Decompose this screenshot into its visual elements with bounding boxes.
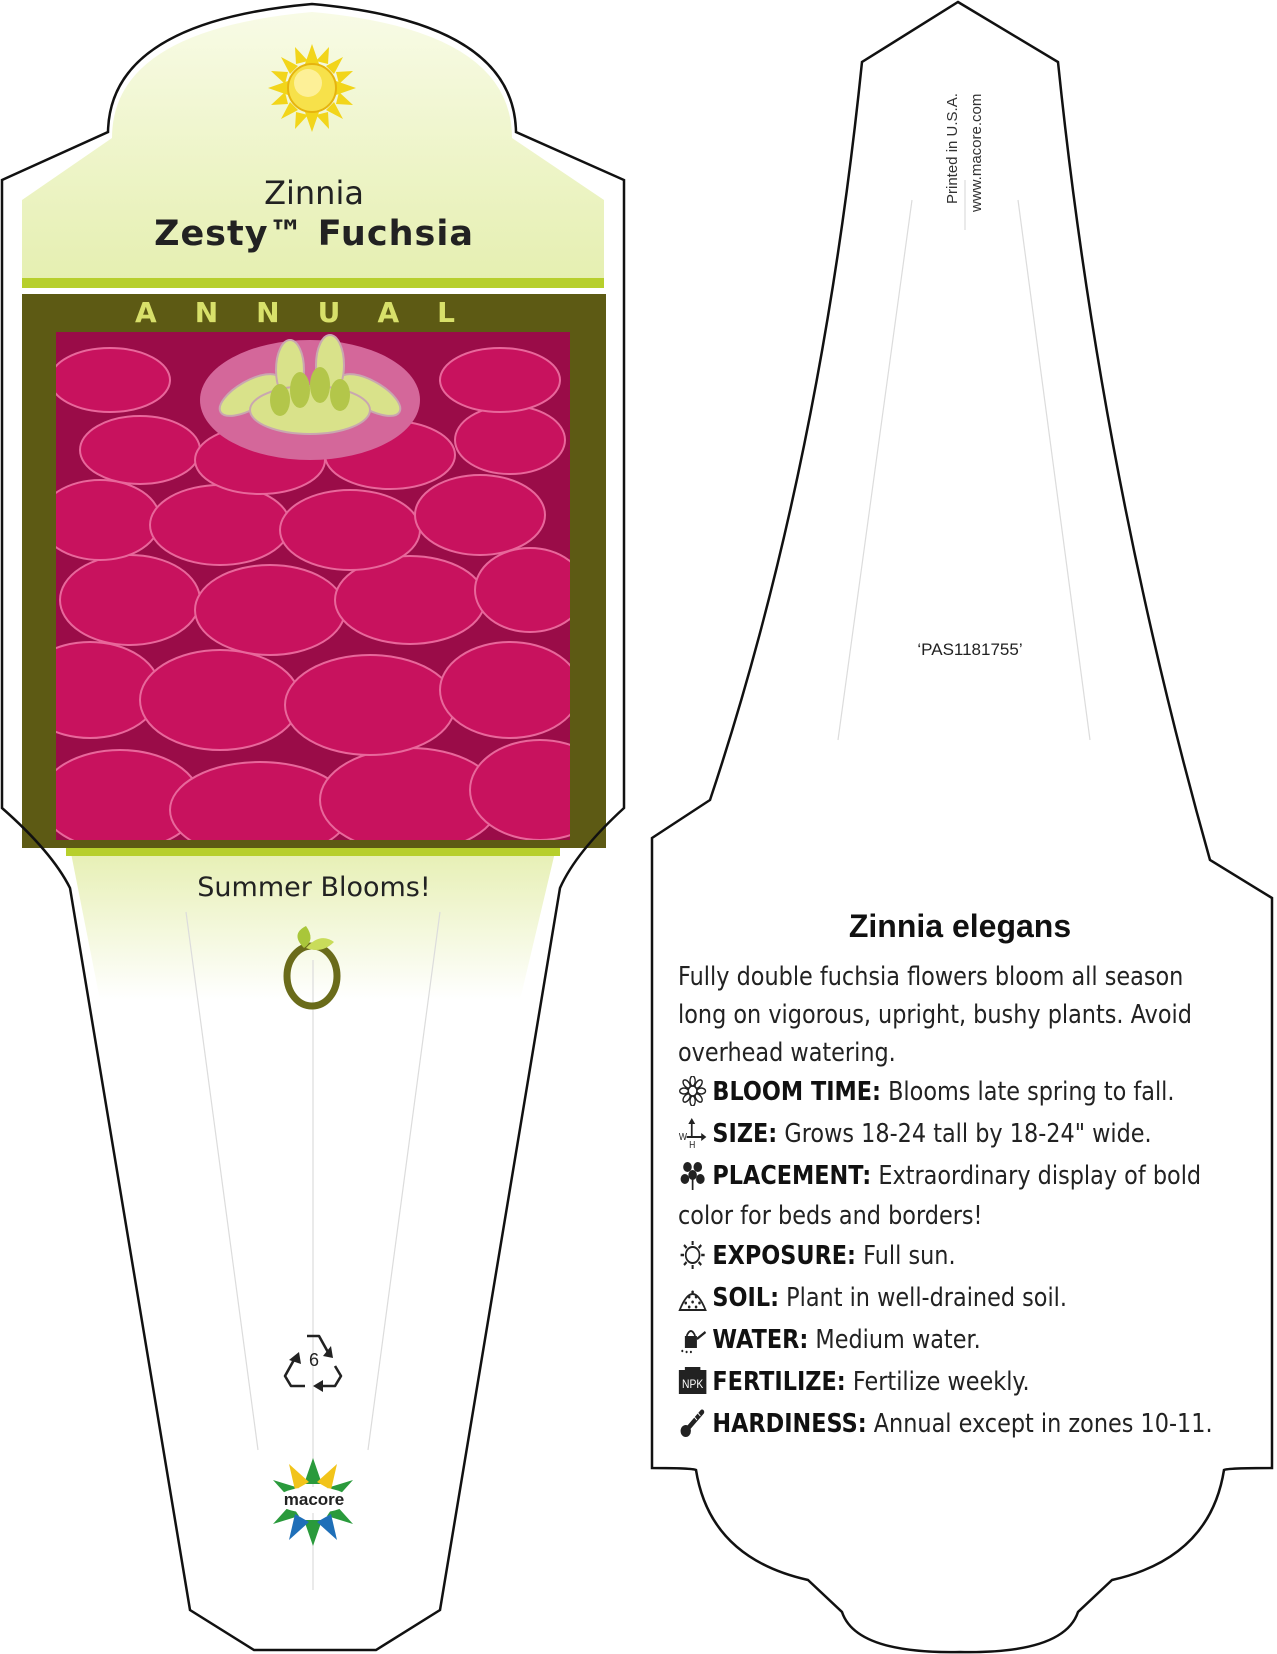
care-text: Full sun. [863,1241,956,1271]
care-row-soil [678,1278,1246,1318]
plant-genus: Zinnia [264,174,364,212]
placement-icon [678,1160,707,1190]
plant-variety: Zesty™ Fuchsia [154,214,474,254]
size-icon-w: W [678,1131,687,1143]
brand-name: macore [283,1490,345,1509]
printed-in-note: Printed in U.S.A. [944,93,961,204]
care-row-placement [678,1156,1246,1236]
care-row-exposure [678,1236,1246,1276]
patent-number: ‘PAS1181755’ [917,640,1023,659]
soil-icon [678,1282,707,1312]
care-row-size [678,1114,1246,1154]
website-note: www.macore.com [968,93,985,212]
care-label: BLOOM TIME: [712,1077,881,1107]
care-label: SOIL: [712,1283,780,1313]
tagline: Summer Blooms! [197,872,431,903]
size-icon [678,1118,707,1148]
care-label: PLACEMENT: [712,1161,872,1191]
care-text: Extraordinary display of bold color for beds and borders! [678,1161,1202,1231]
scientific-name: Zinnia elegans [848,908,1072,944]
care-label: HARDINESS: [712,1409,867,1439]
npk-text: NPK [682,1378,704,1392]
care-text: Blooms late spring to fall. [888,1077,1175,1107]
care-row-water [678,1320,1246,1360]
category-label: ANNUAL [135,296,493,329]
care-row-hardiness [678,1404,1246,1444]
care-label: WATER: [712,1325,809,1355]
care-label: FERTILIZE: [712,1367,846,1397]
care-text: Medium water. [815,1325,981,1355]
plant-description: Fully double fuchsia flowers bloom all season long on vigorous, upright, bushy plants. Avoid overhead watering. [678,962,1192,1068]
flower-icon [678,1076,707,1106]
watering-can-icon [678,1324,707,1354]
sun-icon [678,1240,707,1270]
care-text: Plant in well-drained soil. [786,1283,1068,1313]
recycle-code: 6 [308,1350,319,1370]
care-text: Annual except in zones 10-11. [873,1409,1213,1439]
care-label: EXPOSURE: [712,1241,857,1271]
npk-icon [678,1366,707,1396]
care-text: Grows 18-24 tall by 18-24" wide. [784,1119,1152,1149]
care-text: Fertilize weekly. [852,1367,1030,1397]
flower-photo [20,332,610,858]
care-label: SIZE: [712,1119,778,1149]
size-icon-h: H [689,1139,696,1148]
sun-icon [268,44,356,132]
thermometer-icon [678,1408,707,1438]
care-row-bloom [678,1072,1246,1112]
care-row-fertilize [678,1362,1246,1402]
